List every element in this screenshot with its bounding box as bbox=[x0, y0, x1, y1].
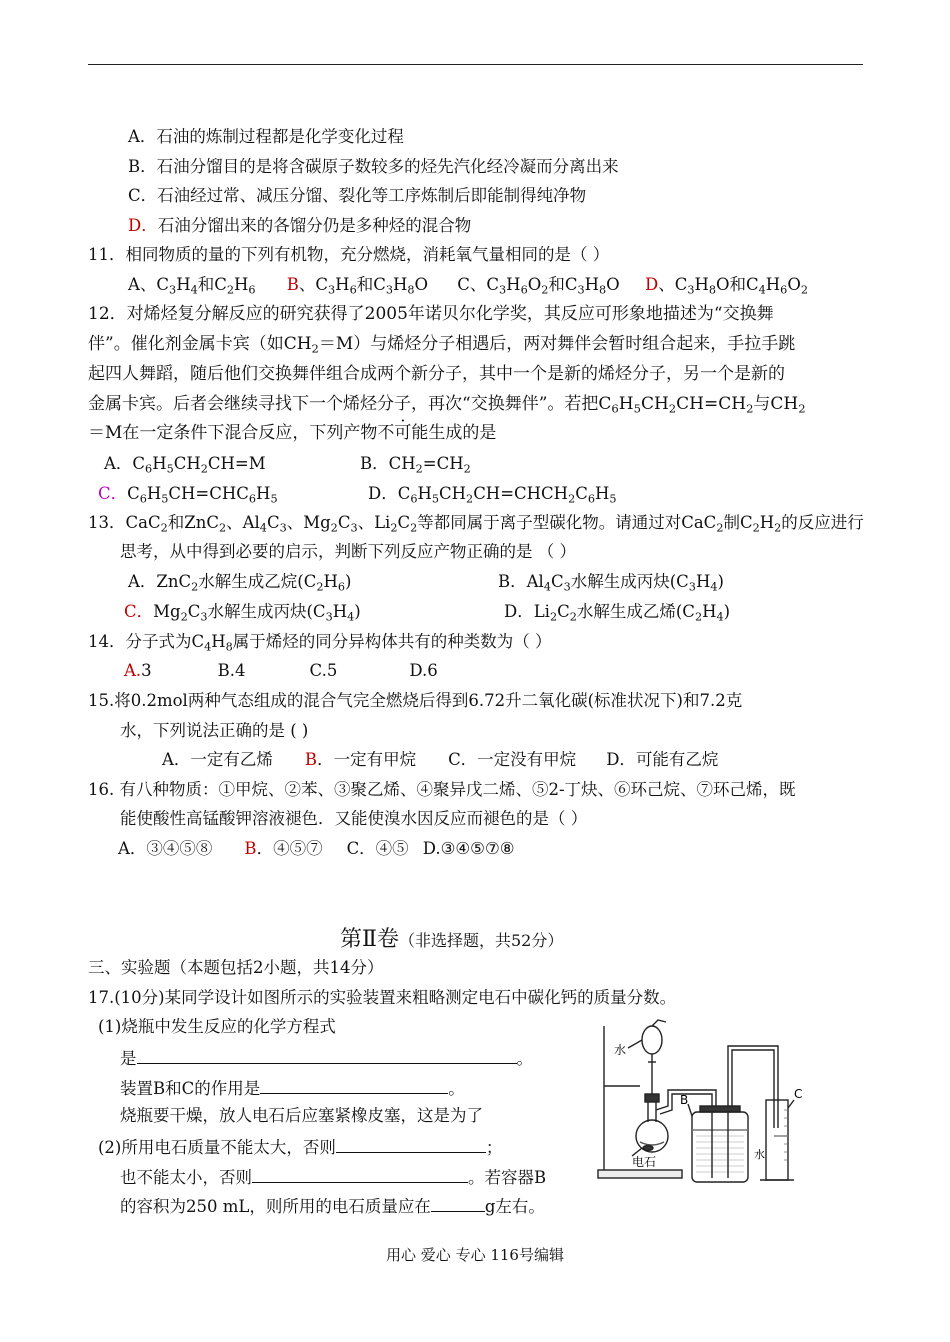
stand-base bbox=[598, 1170, 682, 1178]
q12-option-c: C．$C_6H_5CH=CHC_6H_5$ bbox=[98, 484, 278, 506]
figure-label-c: C bbox=[794, 1087, 803, 1101]
graduated-cylinder-c bbox=[766, 1100, 788, 1180]
q11-stem: 11．相同物质的量的下列有机物，充分燃烧，消耗氧气量相同的是（ ） bbox=[88, 245, 610, 264]
figure-label-b: B bbox=[680, 1093, 689, 1107]
page-footer: 用心 爱心 专心 116号编辑 bbox=[386, 1246, 564, 1264]
q14-options: A.3 B.4 C.5 D.6 bbox=[124, 661, 438, 680]
q17-stem: 17.(10分)某同学设计如图所示的实验装置来粗略测定电石中碳化钙的质量分数。 bbox=[88, 988, 677, 1007]
q17-part2: (2)所用电石质量不能太大，否则 ； bbox=[98, 1135, 502, 1159]
emphasis-text: 不可能 bbox=[377, 423, 429, 443]
top-rule bbox=[88, 64, 863, 65]
q12-option-a: A．$C_6H_5CH_2CH=M$ bbox=[104, 454, 266, 476]
q16-options: A．③④⑤⑧ B．④⑤⑦ C．④⑤ D.③④⑤⑦⑧ bbox=[118, 839, 515, 858]
section2-subtitle: （非选择题，共52分） bbox=[398, 931, 564, 950]
calcium-carbide bbox=[643, 1146, 653, 1151]
answer-mark: B bbox=[286, 275, 299, 294]
q14-stem: 14．分子式为$C_4H_8$属于烯烃的同分异构体共有的种类数为（ ） bbox=[88, 632, 552, 654]
q10-option-c: C．石油经过常、减压分馏、裂化等工序炼制后即能制得纯净物 bbox=[128, 186, 587, 205]
part3-heading: 三、实验题（本题包括2小题，共14分） bbox=[88, 958, 384, 977]
q17-part1: (1)烧瓶中发生反应的化学方程式 bbox=[98, 1017, 336, 1036]
q13-option-a: A．ZnC$_2$水解生成乙烷$(C_2H_6)$ bbox=[128, 572, 352, 594]
q17-bc-role: 装置B和C的作用是 。 bbox=[120, 1076, 465, 1100]
q15-line1: 15.将0.2mol两种气态组成的混合气完全燃烧后得到6.72升二氧化碳(标准状况下)和7.2克 bbox=[88, 691, 743, 710]
answer-blank[interactable] bbox=[252, 1165, 468, 1183]
q15-options: A．一定有乙烯 B．一定有甲烷 C．一定没有甲烷 D．可能有乙烷 bbox=[162, 750, 719, 769]
answer-blank[interactable] bbox=[431, 1194, 485, 1212]
q13-option-b: B．$Al_4C_3$水解生成丙炔$(C_3H_4)$ bbox=[498, 572, 724, 594]
q13-line1: 13．CaC$_2$和ZnC$_2$、$Al_4C_3$、$Mg_2C_3$、$Li_2C_2$等都同属于离子型碳化物。请通过对CaC$_2$制$C_2H_2$的反应进行 bbox=[88, 513, 864, 535]
bottle-b bbox=[700, 1106, 740, 1112]
answer-mark: B bbox=[244, 839, 257, 858]
q12-line4: 金属卡宾。后者会继续寻找下一个烯烃分子，再次“交换舞伴”。若把$C_6H_5CH_2CH=CH_2$与$CH_2$ bbox=[88, 394, 806, 416]
q16-line2: 能使酸性高锰酸钾溶液褪色．又能使溴水因反应而褪色的是（ ） bbox=[120, 809, 588, 828]
q12-line3: 起四人舞蹈，随后他们交换舞伴组合成两个新分子，其中一个是新的烯烃分子，另一个是新的 bbox=[88, 364, 785, 384]
q10-option-d: D．石油分馏出来的各馏分仍是多种烃的混合物 bbox=[128, 216, 472, 235]
funnel-bulb bbox=[642, 1026, 662, 1054]
q11-options: A、$C_3H_4$和$C_2H_6$ B、$C_3H_6$和$C_3H_8O$ C、$C_3H_6O_2$和$C_3H_8O$ D、$C_3H_8O$和$C_4H_6O_2$ bbox=[128, 275, 808, 297]
answer-mark: B bbox=[304, 750, 318, 769]
answer-mark: D． bbox=[128, 216, 158, 235]
q17-dry-flask: 烧瓶要干燥，放人电石后应塞紧橡皮塞，这是为了 bbox=[120, 1106, 483, 1125]
flask-stopper bbox=[645, 1094, 659, 1102]
answer-mark: A. bbox=[124, 661, 142, 680]
q12-option-d: D．$C_6H_5CH_2CH=CHCH_2C_6H_5$ bbox=[368, 484, 617, 506]
q10-option-a: A．石油的炼制过程都是化学变化过程 bbox=[128, 127, 404, 146]
q10-option-b: B．石油分馏目的是将含碳原子数较多的烃先汽化经冷凝而分离出来 bbox=[128, 157, 619, 176]
q15-line2: 水，下列说法正确的是 ( ) bbox=[120, 721, 309, 740]
q12-line2: 伴”。催化剂金属卡宾（如$CH_2=M$）与烯烃分子相遇后，两对舞伴会暂时组合起来，手拉手跳 bbox=[88, 334, 796, 356]
q12-option-b: B．$CH_2=CH_2$ bbox=[360, 454, 471, 476]
q13-option-c: C．$Mg_2C_3$水解生成丙炔$(C_3H_4)$ bbox=[124, 602, 361, 624]
section2-title: 第Ⅱ卷 bbox=[340, 927, 399, 952]
q17-too-small: 也不能太小，否则 。若容器B bbox=[120, 1165, 546, 1189]
q16-line1: 16. 有八种物质：①甲烷、②苯、③聚乙烯、④聚异戊二烯、⑤2-丁炔、⑥环己烷、⑦环己烯，既 bbox=[88, 780, 796, 799]
answer-mark: C． bbox=[124, 602, 154, 621]
apparatus-figure bbox=[588, 1018, 826, 1188]
answer-mark: D bbox=[644, 275, 659, 294]
q17-part1-answer: 是 。 bbox=[120, 1046, 533, 1070]
figure-label-stone: 电石 bbox=[632, 1155, 657, 1169]
q13-line2: 思考，从中得到必要的启示，判断下列反应产物正确的是 （ ） bbox=[120, 542, 576, 561]
q13-option-d: D．$Li_2C_2$水解生成乙烯$(C_2H_4)$ bbox=[504, 602, 731, 624]
section2-heading bbox=[340, 926, 563, 955]
answer-blank[interactable] bbox=[260, 1076, 448, 1094]
q12-line1: 12．对烯烃复分解反应的研究获得了2005年诺贝尔化学奖，其反应可形象地描述为“交换舞 bbox=[88, 304, 774, 324]
q12-line5: ＝M在一定条件下混合反应，下列产物不可能生成的是 bbox=[88, 423, 497, 443]
figure-label-water: 水 bbox=[614, 1043, 627, 1057]
answer-blank[interactable] bbox=[137, 1046, 517, 1064]
figure-label-water2: 水 bbox=[754, 1148, 765, 1161]
answer-mark: C． bbox=[98, 484, 128, 503]
answer-blank[interactable] bbox=[336, 1135, 486, 1153]
q17-volume: 的容积为250 mL，则所用的电石质量应在 g左右。 bbox=[120, 1194, 545, 1218]
